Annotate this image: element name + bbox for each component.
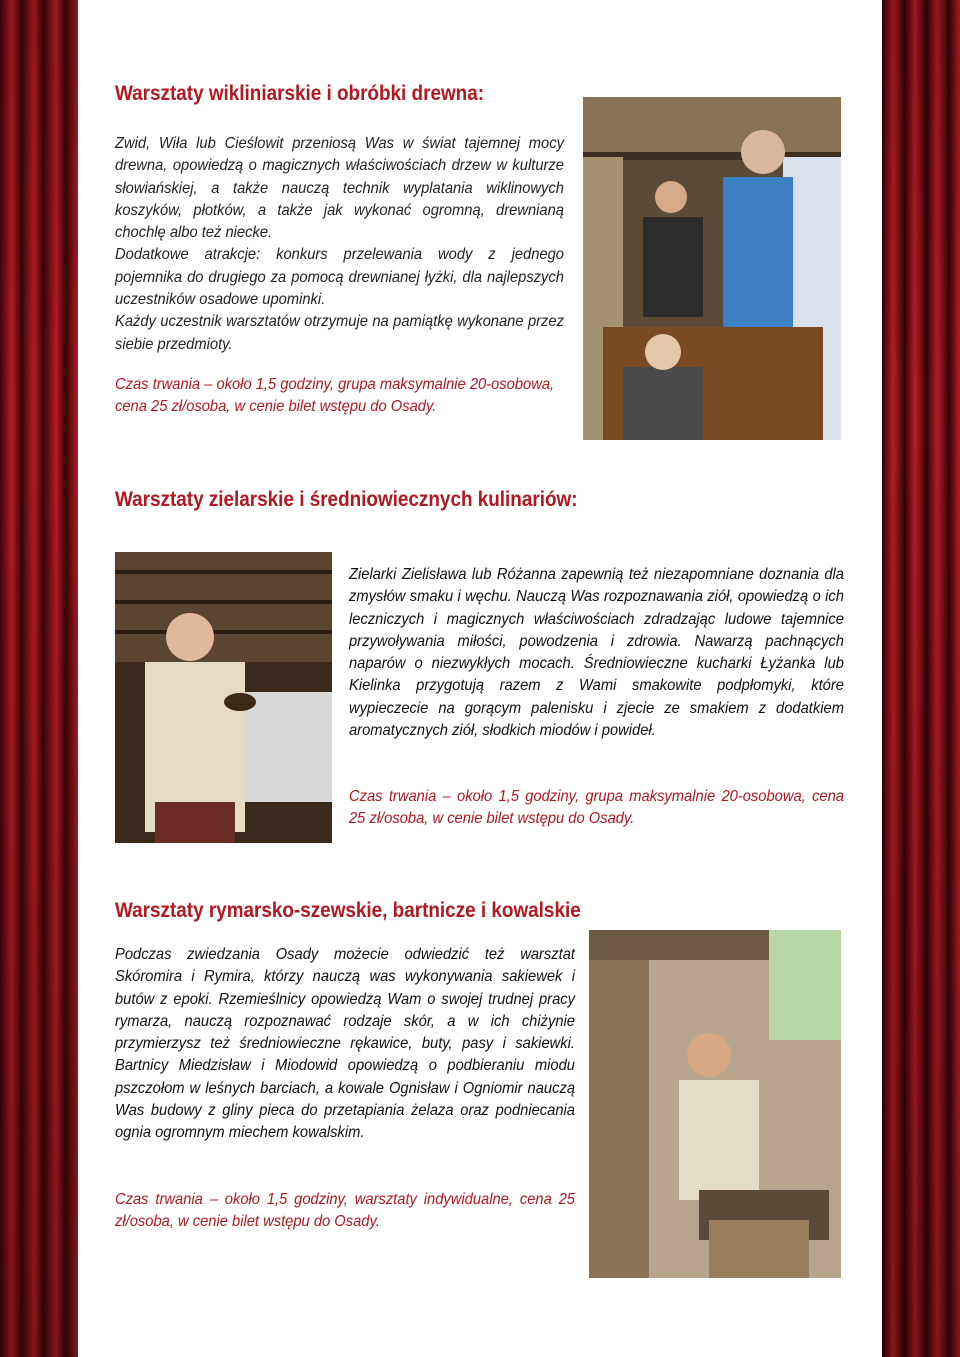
section-1-title: Warsztaty wikliniarskie i obróbki drewna: xyxy=(115,82,485,105)
section-3-info: Czas trwania – około 1,5 godziny, warsztaty indywidualne, cena 25 zł/osoba, w cenie bilet wstępu do Osady. xyxy=(115,1191,575,1231)
section-3-title: Warsztaty rymarsko-szewskie, bartnicze i kowalskie xyxy=(115,899,581,922)
section-2-paragraph-1: Zielarki Zielisława lub Różanna zapewnią też niezapomniane doznania dla zmysłów smaku i węchu. Nauczą Was rozpoznawania ziół, opowiedzą o ich leczniczych i magicznych właściwościach zdradzając ludowe tajemnice przywoływania miłości, powodzenia i zdrowia. Nawarzą pachnących naparów o niezwykłych mocach. Średniowieczne kucharki Łyżanka lub Kielinka przygotują razem z Wami smakowite podpłomyki, które wypieczecie na gorącym palenisku i zjecie ze smakiem z dodatkiem aromatycznych ziół, słodkich miodów i powideł. xyxy=(349,566,844,740)
section-3-paragraph-1: Podczas zwiedzania Osady możecie odwiedzić też warsztat Skóromira i Rymira, którzy nauczą was wykonywania sakiewek i butów z epoki. Rzemieślnicy opowiedzą Wam o swojej trudnej pracy rymarza, nauczą rozpoznawać rodzaje skór, a w ich chiżynie przymierzysz też średniowieczne rękawice, buty, pasy i sakiewki. Bartnicy Miedzisław i Miodowid opowiedzą o podbieraniu miodu pszczołom w leśnych barciach, a kowale Ognisław i Ogniomir nauczą Was budowy z gliny pieca do przetapiania żelaza oraz podniecania ognia ogromnym miechem kowalskim. xyxy=(115,946,575,1142)
section-2-text xyxy=(349,564,844,742)
right-curtain-decoration xyxy=(882,0,960,1357)
section-1-info: Czas trwania – około 1,5 godziny, grupa maksymalnie 20-osobowa, cena 25 zł/osoba, w cenie bilet wstępu do Osady. xyxy=(115,376,555,416)
section-1-paragraph-1: Zwid, Wiła lub Cieślowit przeniosą Was w świat tajemnej mocy drewna, opowiedzą o magicznych właściwościach drzew w kulturze słowiańskiej, a także nauczą technik wyplatania wiklinowych koszyków, płotków, a także jak wykonać ogromną, drewnianą chochlę albo też niecke. xyxy=(115,135,564,242)
herbalist-photo xyxy=(115,552,332,843)
section-2-title: Warsztaty zielarskie i średniowiecznych kulinariów: xyxy=(115,488,578,511)
left-curtain-decoration xyxy=(0,0,78,1357)
section-1-text xyxy=(115,133,564,356)
section-2-info: Czas trwania – około 1,5 godziny, grupa maksymalnie 20-osobowa, cena 25 zł/osoba, w cenie bilet wstępu do Osady. xyxy=(349,788,844,828)
leatherworker-photo xyxy=(589,930,841,1278)
section-3-text xyxy=(115,944,575,1145)
section-1-paragraph-2: Dodatkowe atrakcje: konkurs przelewania wody z jednego pojemnika do drugiego za pomocą drewnianej łyżki, dla najlepszych uczestników osadowe upominki. xyxy=(115,246,564,309)
wicker-workshop-photo xyxy=(583,97,841,440)
section-1-paragraph-3: Każdy uczestnik warsztatów otrzymuje na pamiątkę wykonane przez siebie przedmioty. xyxy=(115,313,564,353)
